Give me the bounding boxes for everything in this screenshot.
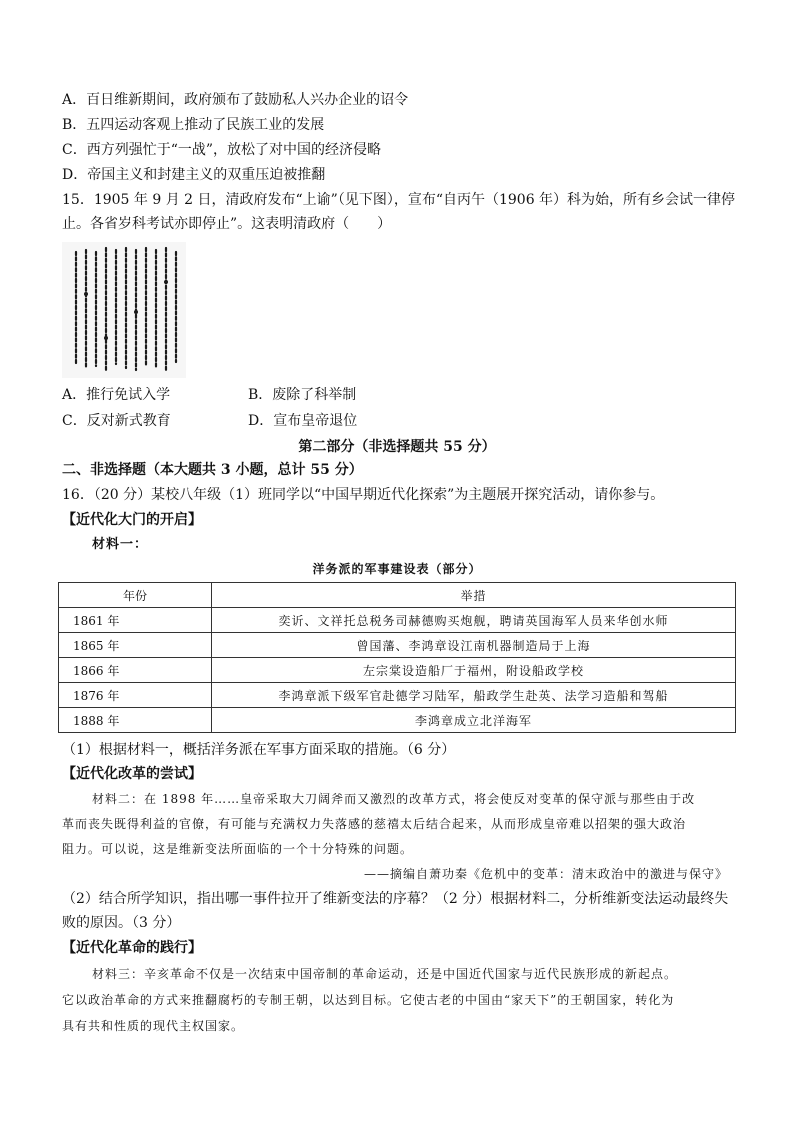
table-row (59, 658, 736, 683)
row-year: 1876 年 (59, 683, 212, 708)
table-row (59, 683, 736, 708)
table-row (59, 708, 736, 733)
material2-line3: 阻力。可以说，这是维新变法所面临的一个十分特殊的问题。 (62, 842, 414, 856)
q14-option-c: C．西方列强忙于“一战”，放松了对中国的经济侵略 (62, 142, 382, 158)
row-measure: 奕䜣、文祥托总税务司赫德购买炮舰，聘请英国海军人员来华创水师 (212, 608, 736, 633)
row-year: 1866 年 (59, 658, 212, 683)
section-heading-3: 【近代化革命的践行】 (62, 940, 202, 956)
military-table (58, 582, 736, 733)
q15-stem-line2: 止。各省岁科考试亦即停止”。这表明清政府（ ） (62, 216, 392, 232)
material3-line3: 具有共和性质的现代主权国家。 (62, 1019, 245, 1033)
table-row (59, 608, 736, 633)
q15-stem-line1: 15．1905 年 9 月 2 日，清政府发布“上谕”（见下图），宣布“自丙午（1906 年）科为始，所有乡会试一律停 (62, 192, 736, 208)
row-year: 1861 年 (59, 608, 212, 633)
edict-image (62, 242, 186, 378)
edict-calligraphy-icon (62, 242, 186, 378)
q14-option-a: A．百日维新期间，政府颁布了鼓励私人兴办企业的诏令 (62, 92, 409, 108)
part2-heading: 二、非选择题（本大题共 3 小题，总计 55 分） (62, 462, 363, 478)
part2-title: 第二部分（非选择题共 55 分） (298, 439, 496, 455)
material2-line2: 革而丧失既得利益的官僚，有可能与充满权力失落感的慈禧太后结合起来，从而形成皇帝难以招架的强大政治 (62, 817, 687, 831)
header-measure: 举措 (212, 583, 736, 608)
question-2-line1: （2）结合所学知识，指出哪一事件拉开了维新变法的序幕？（2 分）根据材料二，分析维新变法运动最终失 (62, 891, 729, 907)
row-measure: 李鸿章成立北洋海军 (212, 708, 736, 733)
q15-option-b: B．废除了科举制 (248, 387, 357, 403)
material3-line2: 它以政治革命的方式来推翻腐朽的专制王朝，以达到目标。它使古老的中国由“家天下”的王朝国家，转化为 (62, 993, 675, 1007)
row-year: 1888 年 (59, 708, 212, 733)
row-measure: 曾国藩、李鸿章设江南机器制造局于上海 (212, 633, 736, 658)
header-year: 年份 (59, 583, 212, 608)
question-2-line2: 败的原因。（3 分） (62, 915, 181, 931)
section-heading-1: 【近代化大门的开启】 (62, 512, 202, 528)
question-1: （1）根据材料一，概括洋务派在军事方面采取的措施。（6 分） (62, 742, 456, 758)
table-row (59, 633, 736, 658)
material2-source: ——摘编自萧功秦《危机中的变革：清末政治中的激进与保守》 (363, 867, 728, 881)
section-heading-2: 【近代化改革的尝试】 (62, 766, 202, 782)
row-measure: 左宗棠设造船厂于福州，附设船政学校 (212, 658, 736, 683)
table-header-row (59, 583, 736, 608)
q14-option-d: D．帝国主义和封建主义的双重压迫被推翻 (62, 167, 326, 183)
q15-option-c: C．反对新式教育 (62, 413, 171, 429)
material2-line1: 材料二：在 1898 年……皇帝采取大刀阔斧而又激烈的改革方式，将会使反对变革的保守派与那些由于改 (92, 792, 696, 806)
q15-option-a: A．推行免试入学 (62, 387, 171, 403)
material1-label: 材料一： (92, 537, 149, 552)
q14-option-b: B．五四运动客观上推动了民族工业的发展 (62, 117, 325, 133)
material3-line1: 材料三：辛亥革命不仅是一次结束中国帝制的革命运动，还是中国近代国家与近代民族形成的新起点。 (92, 967, 678, 981)
row-measure: 李鸿章派下级军官赴德学习陆军，船政学生赴英、法学习造船和驾船 (212, 683, 736, 708)
q16-stem: 16．（20 分）某校八年级（1）班同学以“中国早期近代化探索”为主题展开探究活动，请你参与。 (62, 487, 665, 503)
q15-option-d: D．宣布皇帝退位 (248, 413, 358, 429)
table-title: 洋务派的军事建设表（部分） (312, 562, 482, 576)
row-year: 1865 年 (59, 633, 212, 658)
